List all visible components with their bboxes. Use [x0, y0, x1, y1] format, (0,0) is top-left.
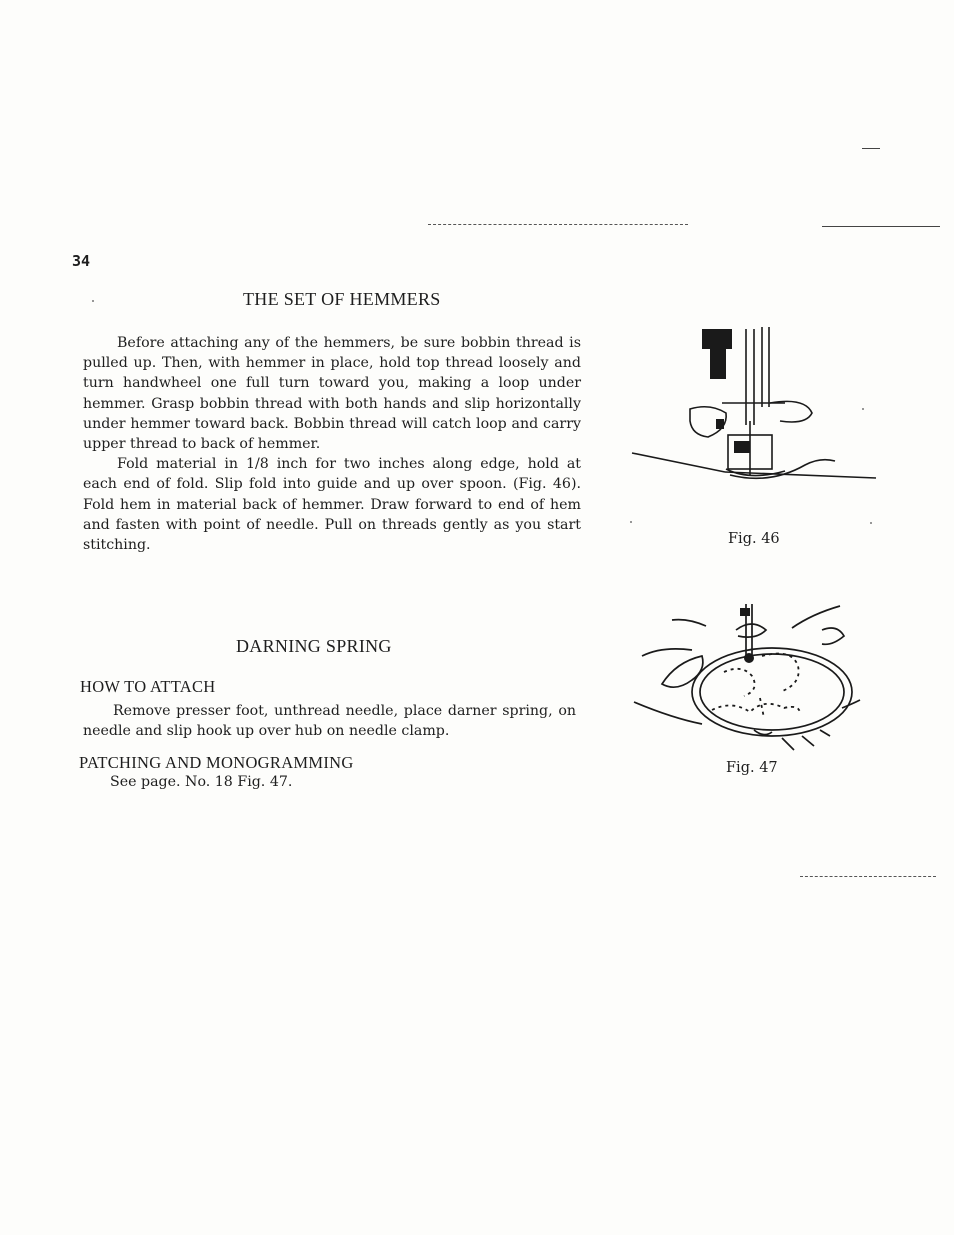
scan-rule-bottom: [800, 876, 936, 877]
fig-47-caption: Fig. 47: [726, 760, 778, 776]
fig-46-caption: Fig. 46: [728, 531, 780, 547]
scan-speck: [92, 300, 94, 302]
hemmers-paragraph-1: Before attaching any of the hemmers, be sure bobbin thread is pulled up. Then, with hemmer in place, hold top thread loosely and turn handwheel one full turn toward you, making a loop under hemmer. Grasp bobbin thread with both hands and slip horizontally under hemmer toward back. Bobbin thread will catch loop and carry upper thread to back of hemmer.: [83, 335, 581, 453]
hemmers-paragraph-2: Fold material in 1/8 inch for two inches along edge, hold at each end of fold. Slip fold into guide and up over spoon. (Fig. 46). Fold hem in material back of hemmer. Draw forward to end of hem and fasten with point of needle. Pull on threads gently as you start stitching.: [83, 456, 581, 554]
hemmers-body: [83, 333, 581, 555]
scan-speck: [630, 521, 632, 523]
subheading-how-to-attach: HOW TO ATTACH: [80, 677, 216, 696]
fig-46-illustration: [630, 325, 878, 490]
subheading-patching-monogramming: PATCHING AND MONOGRAMMING: [79, 753, 354, 772]
scan-rule-top: [428, 224, 688, 225]
fig-47-illustration: [632, 600, 862, 760]
section-title-hemmers: THE SET OF HEMMERS: [243, 289, 441, 309]
scan-speck: [870, 522, 872, 524]
how-to-attach-text: Remove presser foot, unthread needle, place darner spring, on needle and slip hook up over hub on needle clamp.: [83, 703, 576, 740]
scan-rule-top-right: [822, 226, 940, 227]
page-number: 34: [72, 252, 91, 270]
section-title-darning-spring: DARNING SPRING: [236, 636, 392, 656]
patching-text: See page. No. 18 Fig. 47.: [110, 774, 293, 790]
scan-mark: [862, 148, 880, 149]
how-to-attach-body: [83, 701, 576, 741]
